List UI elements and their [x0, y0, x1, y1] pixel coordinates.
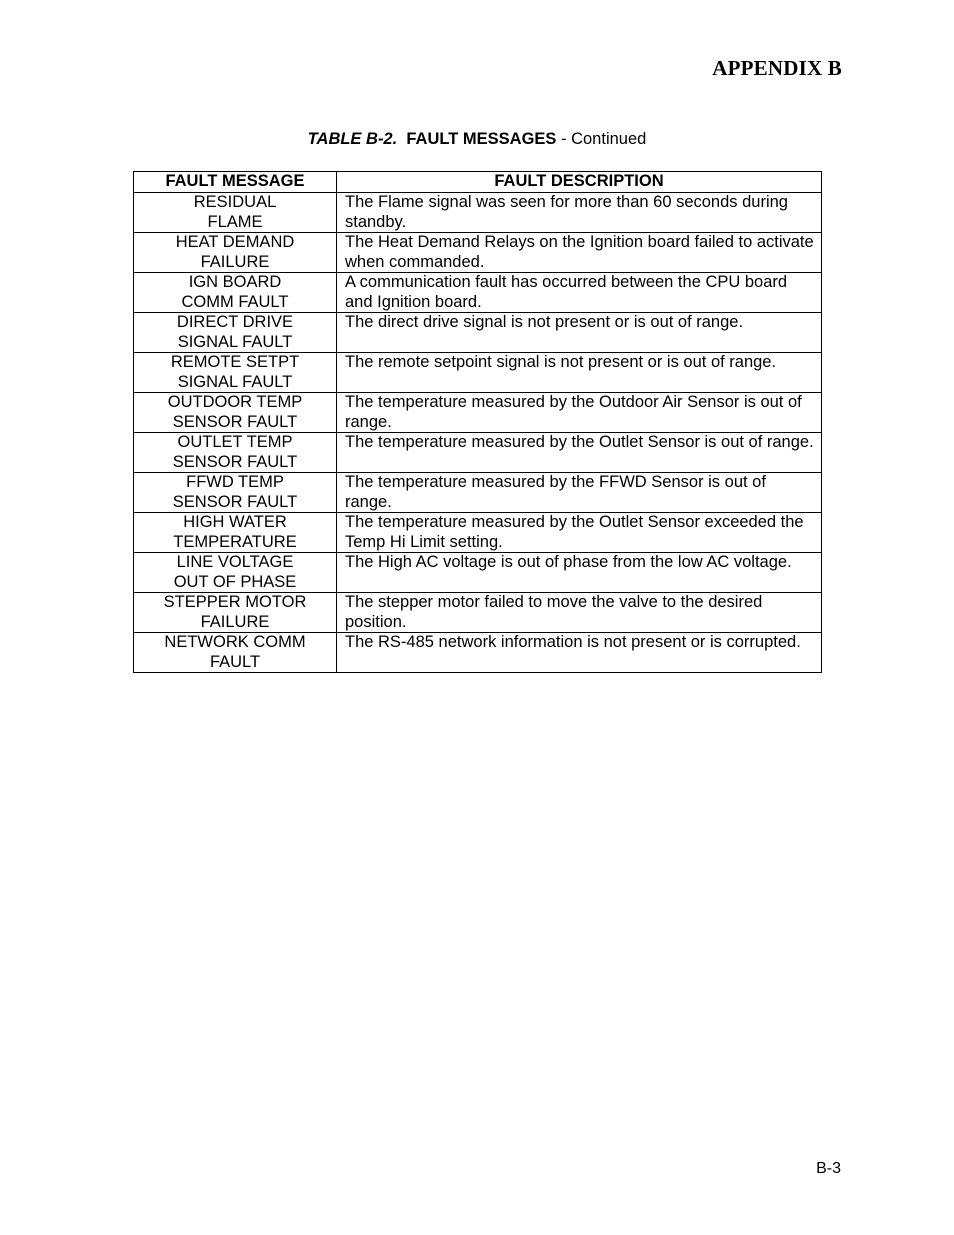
fault-message-cell — [134, 353, 337, 393]
fault-messages-table — [133, 171, 822, 673]
fault-message-line: SIGNAL FAULT — [177, 332, 293, 351]
table-body — [134, 193, 822, 673]
fault-description-cell: The Flame signal was seen for more than 60 seconds during standby. — [337, 193, 822, 233]
appendix-heading: APPENDIX B — [712, 56, 842, 80]
column-header-fault-description: FAULT DESCRIPTION — [337, 172, 822, 193]
fault-message-cell — [134, 633, 337, 673]
fault-message-line: SIGNAL FAULT — [177, 372, 293, 391]
fault-message-line: SENSOR FAULT — [172, 412, 298, 431]
fault-description-cell: A communication fault has occurred between the CPU board and Ignition board. — [337, 273, 822, 313]
table-row — [134, 473, 822, 513]
fault-message-line: SENSOR FAULT — [172, 492, 298, 511]
fault-message-cell — [134, 553, 337, 593]
fault-message-line: HIGH WATER — [183, 513, 287, 531]
fault-message-cell — [134, 193, 337, 233]
table-name: FAULT MESSAGES — [406, 130, 557, 148]
fault-description-cell: The temperature measured by the Outlet Sensor exceeded the Temp Hi Limit setting. — [337, 513, 822, 553]
table-caption — [0, 130, 954, 149]
fault-message-line: NETWORK COMM — [164, 633, 306, 651]
fault-message-line: FAILURE — [200, 612, 270, 631]
fault-message-line: REMOTE SETPT — [170, 353, 300, 371]
table-row — [134, 433, 822, 473]
fault-message-cell — [134, 473, 337, 513]
fault-message-line: RESIDUAL — [193, 193, 277, 211]
fault-description-cell: The High AC voltage is out of phase from the low AC voltage. — [337, 553, 822, 593]
fault-message-line: FAULT — [209, 652, 261, 671]
table-row — [134, 633, 822, 673]
fault-description-cell: The temperature measured by the Outdoor Air Sensor is out of range. — [337, 393, 822, 433]
table-caption-suffix: - Continued — [556, 130, 647, 148]
fault-description-cell: The temperature measured by the FFWD Sensor is out of range. — [337, 473, 822, 513]
fault-description-cell: The remote setpoint signal is not present or is out of range. — [337, 353, 822, 393]
fault-message-cell — [134, 593, 337, 633]
table-row — [134, 393, 822, 433]
table-row — [134, 273, 822, 313]
fault-message-cell — [134, 273, 337, 313]
fault-message-cell — [134, 513, 337, 553]
page-number: B-3 — [816, 1160, 841, 1177]
fault-message-line: FLAME — [207, 212, 263, 231]
fault-description-cell: The direct drive signal is not present or is out of range. — [337, 313, 822, 353]
fault-message-line: OUTDOOR TEMP — [167, 393, 303, 411]
table-row — [134, 593, 822, 633]
fault-description-cell: The RS-485 network information is not present or is corrupted. — [337, 633, 822, 673]
fault-message-cell — [134, 393, 337, 433]
table-row — [134, 193, 822, 233]
table-number: TABLE B-2. — [307, 130, 398, 148]
fault-message-line: STEPPER MOTOR — [163, 593, 307, 611]
fault-description-cell: The stepper motor failed to move the valve to the desired position. — [337, 593, 822, 633]
fault-message-line: SENSOR FAULT — [172, 452, 298, 471]
table-row — [134, 513, 822, 553]
fault-message-line: COMM FAULT — [181, 292, 289, 311]
column-header-fault-message: FAULT MESSAGE — [134, 172, 337, 193]
table-row — [134, 313, 822, 353]
fault-message-line: FAILURE — [200, 252, 270, 271]
table-row — [134, 353, 822, 393]
fault-message-line: TEMPERATURE — [173, 532, 297, 551]
table-header-row — [134, 172, 822, 193]
table-row — [134, 553, 822, 593]
fault-message-cell — [134, 233, 337, 273]
fault-message-line: IGN BOARD — [188, 273, 282, 291]
fault-description-cell: The temperature measured by the Outlet Sensor is out of range. — [337, 433, 822, 473]
table-row — [134, 233, 822, 273]
fault-message-line: HEAT DEMAND — [175, 233, 295, 251]
fault-message-line: DIRECT DRIVE — [176, 313, 294, 331]
fault-message-line: OUT OF PHASE — [173, 572, 297, 591]
fault-message-line: FFWD TEMP — [186, 473, 284, 491]
fault-description-cell: The Heat Demand Relays on the Ignition board failed to activate when commanded. — [337, 233, 822, 273]
fault-message-line: LINE VOLTAGE — [176, 553, 294, 571]
fault-message-line: OUTLET TEMP — [177, 433, 293, 451]
fault-message-cell — [134, 313, 337, 353]
fault-message-cell — [134, 433, 337, 473]
